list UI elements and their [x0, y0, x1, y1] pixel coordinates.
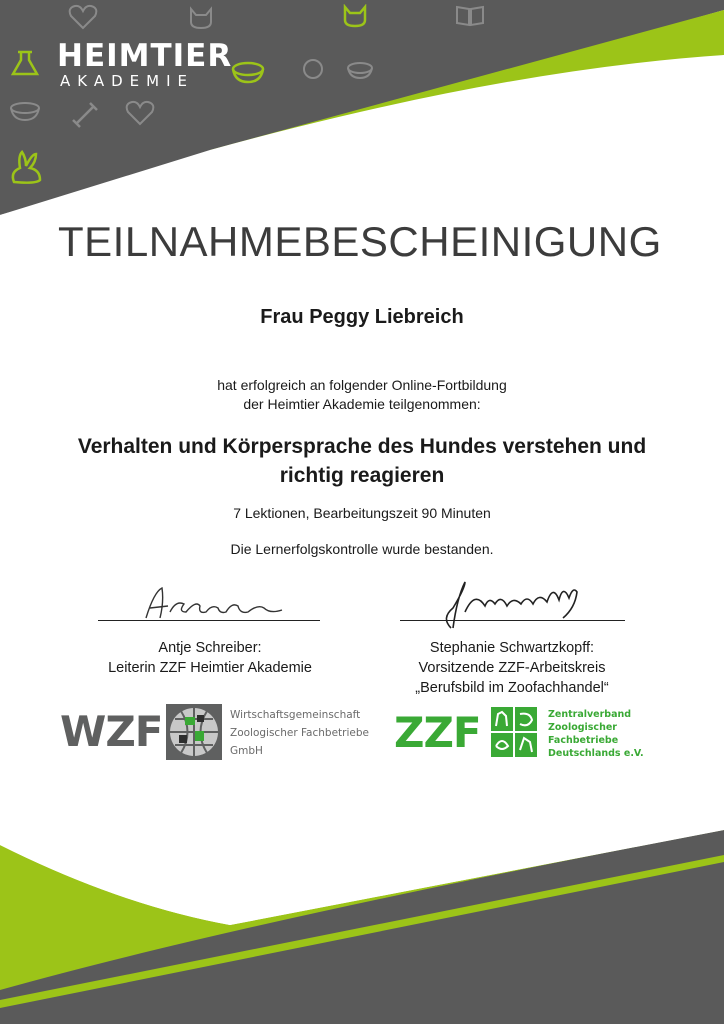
- recipient-name: Frau Peggy Liebreich: [260, 306, 464, 328]
- intro-line-1: hat erfolgreich an folgender Online-Fortbildung: [217, 377, 507, 393]
- animals-icon: [490, 706, 538, 758]
- zzf-name-line-3: Fachbetriebe: [548, 735, 619, 746]
- bird-icon: [300, 55, 326, 83]
- wzf-name-line-3: GmbH: [230, 745, 263, 757]
- book-icon: [455, 3, 485, 27]
- rabbit-icon: [6, 150, 48, 186]
- signer-left-name: Antje Schreiber:: [158, 640, 262, 656]
- zzf-name-line-2: Zoologischer: [548, 722, 617, 733]
- signature-line-left: [98, 620, 320, 621]
- wzf-name-line-2: Zoologischer Fachbetriebe: [230, 727, 369, 739]
- zzf-name-line-1: Zentralverband: [548, 709, 632, 720]
- wzf-logo: [60, 703, 370, 765]
- bowl-icon: [230, 60, 266, 84]
- signer-left-role: Leiterin ZZF Heimtier Akademie: [108, 660, 312, 676]
- globe-icon: [165, 703, 223, 761]
- wzf-logo-abbr: WZF: [60, 707, 163, 756]
- logo-title: HEIMTIER: [57, 38, 233, 74]
- cat-icon: [342, 4, 368, 28]
- bone-icon: [70, 100, 100, 130]
- heart-icon: [125, 100, 155, 126]
- signer-right-role: Vorsitzende ZZF-Arbeitskreis: [418, 660, 606, 676]
- zzf-logo: [394, 706, 644, 762]
- heart-icon: [68, 4, 98, 30]
- zzf-logo-abbr: ZZF: [394, 708, 481, 757]
- signer-right-role-2: „Berufsbild im Zoofachhandel“: [415, 680, 609, 696]
- signature-line-right: [400, 620, 625, 621]
- logo-subtitle: AKADEMIE: [60, 72, 194, 90]
- footer-background: [0, 800, 724, 1024]
- cat-icon: [188, 6, 214, 30]
- icon-pattern: [0, 0, 724, 200]
- course-title-line-2: richtig reagieren: [279, 464, 445, 487]
- result-text: Die Lernerfolgskontrolle wurde bestanden.: [230, 541, 494, 557]
- certificate-title: TEILNAHMEBESCHEINIGUNG: [58, 218, 662, 265]
- wzf-name-line-1: Wirtschaftsgemeinschaft: [230, 709, 361, 721]
- flask-icon: [8, 48, 42, 78]
- course-details: 7 Lektionen, Bearbeitungszeit 90 Minuten: [233, 505, 491, 521]
- zzf-name-line-4: Deutschlands e.V.: [548, 748, 644, 759]
- intro-line-2: der Heimtier Akademie teilgenommen:: [243, 396, 481, 412]
- bowl-icon: [345, 60, 375, 80]
- signature-stephanie-schwartzkopff: [435, 578, 585, 636]
- signer-right-name: Stephanie Schwartzkopff:: [429, 640, 595, 656]
- bowl-icon: [8, 100, 42, 122]
- course-title-line-1: Verhalten und Körpersprache des Hundes verstehen und: [77, 435, 647, 458]
